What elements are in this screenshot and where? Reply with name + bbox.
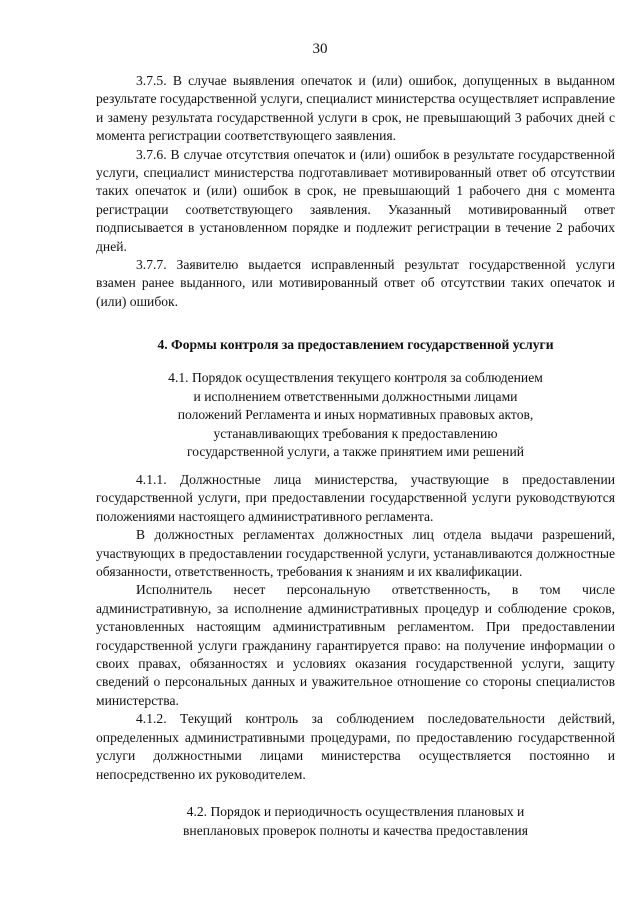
heading-4-2-line: 4.2. Порядок и периодичность осуществления плановых и bbox=[186, 804, 525, 819]
subsection-4-2-heading bbox=[96, 803, 615, 840]
paragraph-3-7-5: 3.7.5. В случае выявления опечаток и (или) ошибок, допущенных в выданном результате государственной услуги, специалист министерства осуществляет исправление и замену результата государственной услуги в срок, не превышающий 3 рабочих дней с момента регистрации соответствующего заявления. bbox=[96, 73, 615, 144]
heading-4-1-line: государственной услуги, а также принятием ими решений bbox=[187, 444, 524, 460]
paragraph-ispolnitel: Исполнитель несет персональную ответственность, в том числе административную, за исполнение административных процедур и соблюдение сроков, установленных настоящим административным регламентом. При предоставлении государственной услуги гражданину гарантируется право: на получение информации о своих правах, обязанностях и условиях оказания государственной услуги, защиту сведений о персональных данных и уважительное отношение со стороны специалистов министерства. bbox=[96, 582, 615, 708]
heading-4-1-line: устанавливающих требования к предоставлению bbox=[213, 425, 498, 441]
heading-4-1-line: положений Регламента и иных нормативных правовых актов, bbox=[177, 407, 534, 423]
paragraph-4-1-1: 4.1.1. Должностные лица министерства, участвующие в предоставлении государственной услуги, при предоставлении государственной услуги руководствуются положениями настоящего административного регламента. bbox=[96, 472, 615, 524]
page-number: 30 bbox=[312, 41, 328, 57]
heading-4-1-line: 4.1. Порядок осуществления текущего контроля за соблюдением bbox=[168, 370, 543, 385]
paragraph-4-1-2: 4.1.2. Текущий контроль за соблюдением последовательности действий, определенных административными процедурами, по предоставлению государственной услуги должностными лицами министерства осуществляется постоянно и непосредственно их руководителем. bbox=[96, 711, 615, 782]
paragraph-reglament: В должностных регламентах должностных лиц отдела выдачи разрешений, участвующих в предоставлении государственной услуги, устанавливаются должностные обязанности, ответственность, требования к знаниям и их квалификации. bbox=[96, 527, 615, 580]
subsection-4-1-heading bbox=[96, 369, 615, 462]
subsection-3-7 bbox=[96, 72, 615, 311]
paragraph-3-7-6: 3.7.6. В случае отсутствия опечаток и (или) ошибок в результате государственной услуги, специалист министерства подготавливает мотивированный ответ об отсутствии таких опечаток и (или) ошибок в срок, не превышающий 1 рабочего дня с момента регистрации соответствующего заявления. Указанный мотивированный ответ подписывается в установленном порядке и подлежит регистрации в течение 2 рабочих дней. bbox=[96, 146, 615, 254]
heading-4-1-line: и исполнением ответственными должностными лицами bbox=[193, 388, 518, 404]
section-4-heading bbox=[96, 336, 615, 354]
heading-4-2-line: внеплановых проверок полноты и качества предоставления bbox=[183, 822, 528, 838]
subsection-4-1-body bbox=[96, 471, 615, 784]
paragraph-3-7-7: 3.7.7. Заявителю выдается исправленный результат государственной услуги взамен ранее выданного, или мотивированный ответ об отсутствии таких опечаток и (или) ошибок. bbox=[96, 257, 615, 309]
heading-4: 4. Формы контроля за предоставлением государственной услуги bbox=[157, 337, 554, 352]
